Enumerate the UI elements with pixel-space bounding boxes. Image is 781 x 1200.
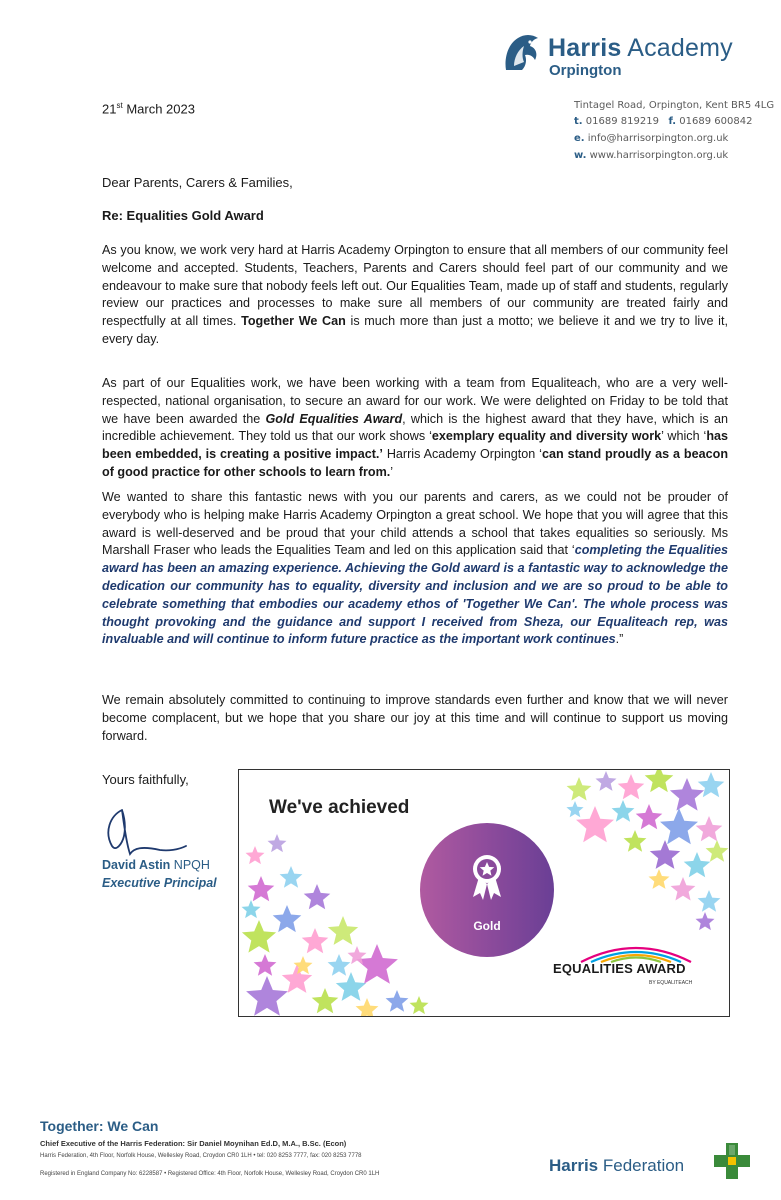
decorative-star-icon — [684, 852, 711, 877]
decorative-star-icon — [645, 770, 674, 792]
decorative-star-icon — [671, 877, 696, 901]
footer-motto: Together: We Can — [40, 1118, 159, 1134]
decorative-star-icon — [698, 890, 721, 912]
decorative-star-icon — [268, 834, 287, 852]
school-address: Tintagel Road, Orpington, Kent BR5 4LG — [574, 100, 775, 111]
brand-subtitle: Orpington — [549, 62, 622, 79]
contact-web: w. www.harrisorpington.org.uk — [574, 150, 729, 161]
decorative-star-icon — [670, 778, 704, 811]
signer-name: David Astin NPQH — [102, 858, 210, 872]
decorative-star-icon — [254, 954, 277, 976]
award-heading: We've achieved — [269, 797, 410, 818]
decorative-star-icon — [612, 800, 635, 822]
letter-date: 21st March 2023 — [102, 101, 195, 117]
decorative-star-icon — [660, 808, 698, 844]
decorative-star-icon — [282, 964, 312, 993]
federation-name: Harris Federation — [549, 1156, 685, 1175]
brand-name: Harris Academy — [548, 34, 733, 62]
decorative-star-icon — [302, 928, 329, 953]
signer-role: Executive Principal — [102, 876, 217, 890]
decorative-star-icon — [386, 990, 409, 1012]
footer-registered-office: Registered in England Company No: 6228587 • Registered Office: 4th Floor, Norfolk House, Wellesley Road, Croydon CR0 1LH — [40, 1171, 380, 1177]
decorative-star-icon — [246, 976, 288, 1016]
footer-address: Harris Federation, 4th Floor, Norfolk House, Wellesley Road, Croydon CR0 1LH • tel: 020 8253 7777, fax: 020 8253 7778 — [40, 1153, 362, 1159]
decorative-star-icon — [618, 774, 645, 799]
decorative-star-icon — [649, 869, 670, 889]
decorative-star-icon — [242, 920, 276, 953]
contact-phone-fax: t. 01689 819219 f. 01689 600842 — [574, 116, 753, 127]
decorative-star-icon — [636, 804, 663, 829]
paragraph-2: As part of our Equalities work, we have been working with a team from Equaliteach, who are a very well-respected, national organisation, to secure an award for our work. We were delighted on Friday to be told that we have been awarded the Gold Equalities Award, which is the highest award that they have, which is an incredible achievement. They told us that our work shows ‘exemplary equality and diversity work’ which ‘has been embedded, is creating a positive impact.’ Harris Academy Orpington ‘can stand proudly as a beacon of good practice for other schools to learn from.’ — [102, 376, 729, 479]
decorative-star-icon — [567, 777, 592, 801]
award-level: Gold — [473, 919, 501, 933]
contact-email: e. info@harrisorpington.org.uk — [574, 133, 729, 144]
decorative-star-icon — [696, 912, 715, 930]
decorative-star-icon — [312, 988, 339, 1013]
decorative-star-icon — [336, 972, 366, 1001]
harris-academy-logo-icon — [500, 30, 542, 76]
letter-subject: Re: Equalities Gold Award — [102, 208, 264, 223]
decorative-star-icon — [624, 830, 647, 852]
decorative-star-icon — [596, 771, 617, 791]
decorative-star-icon — [242, 900, 261, 918]
decorative-star-icon — [328, 954, 351, 976]
footer-chief-executive: Chief Executive of the Harris Federation: Sir Daniel Moynihan Ed.D, M.A., B.Sc. (Econ) — [40, 1139, 347, 1148]
decorative-star-icon — [304, 884, 331, 909]
harris-federation-logo-icon — [712, 1141, 752, 1181]
sign-off: Yours faithfully, — [102, 772, 189, 787]
decorative-star-icon — [273, 905, 302, 932]
award-image — [238, 769, 730, 1017]
decorative-star-icon — [698, 772, 725, 797]
decorative-star-icon — [248, 876, 275, 901]
decorative-star-icon — [410, 996, 429, 1014]
paragraph-3: We wanted to share this fantastic news with you our parents and carers, as we could not be prouder of everybody who is helping make Harris Academy Orpington a great school. We hope that you will agree that this award is well-deserved and be proud that your child attends a school that takes equalities so seriously. Ms Marshall Fraser who leads the Equalities Team and led on this application said that ‘completing the Equalities award has been an amazing experience. Achieving the Gold award is a fantastic way to acknowledge the dedication our community has to equality, diversity and inclusion and we are so proud to be able to celebrate something that embodies our academy ethos of 'Together We Can'. The whole process was thought provoking and the guidance and support I received from Sheza, our Equaliteach rep, was invaluable and will continue to inform future practice as the important work continues.” — [102, 490, 728, 647]
decorative-star-icon — [246, 846, 265, 864]
paragraph-4: We remain absolutely committed to continuing to improve standards even further and know that we will never become complacent, but we hope that you share our joy at this time and will continue to support us moving forward. — [102, 693, 728, 743]
decorative-star-icon — [356, 998, 379, 1016]
award-program-by: BY EQUALITEACH — [649, 980, 693, 986]
decorative-star-icon — [356, 944, 398, 984]
decorative-star-icon — [566, 801, 583, 817]
paragraph-1: As you know, we work very hard at Harris Academy Orpington to ensure that all members of our community feel welcome and accepted. Students, Teachers, Parents and Carers should feel part of our community and we endeavour to make sure that nobody feels left out. Our Equalities Team, made up of staff and students, regularly review our practices and processes to make sure all members of our community are treated fairly and respectfully at all times. Together We Can is much more than just a motto; we believe it and we try to live it, every day. — [102, 243, 728, 346]
decorative-star-icon — [696, 816, 723, 841]
decorative-star-icon — [328, 916, 358, 945]
award-badge — [420, 823, 554, 957]
rosette-icon — [467, 851, 507, 901]
decorative-star-icon — [576, 806, 614, 842]
staff-quote: completing the Equalities award has been an amazing experience. Achieving the Gold award is a fantastic way to acknowledge the dedication our community has to equality, diversity and inclusion and we are so proud to be able to celebrate something that embodies our academy ethos of 'Together We Can'. The whole process was thought provoking and the guidance and support I received from Sheza, our Equaliteach rep, was invaluable and will continue to inform future practice as the important work continues — [102, 543, 728, 647]
decorative-star-icon — [650, 840, 680, 869]
decorative-star-icon — [280, 866, 303, 888]
salutation: Dear Parents, Carers & Families, — [102, 175, 293, 190]
decorative-star-icon — [706, 840, 729, 862]
award-program-title: EQUALITIES AWARD — [553, 961, 686, 976]
signature-icon — [100, 802, 190, 862]
